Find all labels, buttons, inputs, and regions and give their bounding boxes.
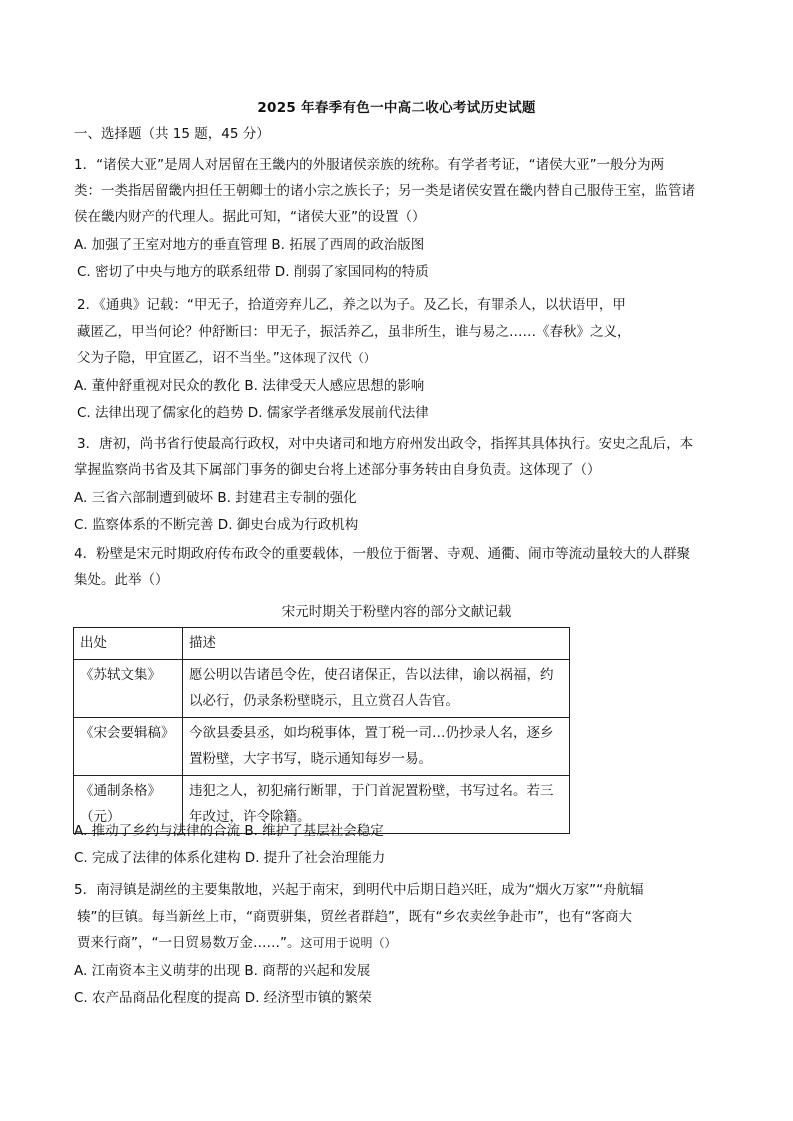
- q5-stem-line1: 5．南浔镇是湖丝的主要集散地，兴起于南宋，到明代中后期日趋兴旺，成为“烟火万家”“舟航辐: [74, 882, 644, 898]
- exam-title: 2025 年春季有色一中高二收心考试历史试题: [257, 100, 536, 116]
- q5-stem-line2: 辏”的巨镇。每当新丝上市，“商贾骈集，贸丝者群趋”，既有“乡农卖丝争赴市”，也有“客商大: [77, 909, 632, 925]
- table-caption: 宋元时期关于粉壁内容的部分文献记载: [281, 604, 512, 620]
- q2-question: 这体现了汉代（）: [279, 351, 376, 365]
- q1-stem-line3: 侯在畿内财产的代理人。据此可知，“诸侯大亚”的设置（）: [74, 209, 426, 225]
- table-row: [74, 717, 570, 775]
- q3-stem-line1: 3．唐初，尚书省行使最高行政权，对中央诸司和地方府州发出政令，指挥其具体执行。安史之乱后，本: [77, 436, 694, 452]
- table-header-source: 出处: [74, 628, 183, 660]
- q1-options-ab: A. 加强了王室对地方的垂直管理 B. 拓展了西周的政治版图: [74, 237, 425, 253]
- table-header-row: [74, 628, 570, 660]
- q2-options-cd: C. 法律出现了儒家化的趋势 D. 儒家学者继承发展前代法律: [77, 405, 429, 421]
- q1-stem-line1: 1．“诸侯大亚”是周人对居留在王畿内的外服诸侯亲族的统称。有学者考证，“诸侯大亚”一般分为两: [74, 157, 665, 173]
- section-heading: 一、选择题（共 15 题，45 分）: [74, 126, 270, 142]
- q5-stem-line3: [77, 930, 723, 957]
- q5-options-ab: A. 江南资本主义萌芽的出现 B. 商帮的兴起和发展: [74, 963, 371, 979]
- q5-options-cd: C. 农产品商品化程度的提高 D. 经济型市镇的繁荣: [74, 990, 372, 1006]
- table-cell-source: 《通制条格》（元）: [74, 775, 183, 833]
- source-table: [73, 627, 570, 834]
- q4-options-ab: A. 推动了乡约与法律的合流 B. 维护了基层社会稳定: [74, 823, 384, 839]
- q2-quote-end: 父为子隐，甲宜匿乙，诏不当坐。”: [77, 350, 280, 366]
- q2-stem-line2: 藏匿乙，甲当何论？仲舒断曰：甲无子，振活养乙，虽非所生，谁与易之……《春秋》之义，: [77, 324, 631, 340]
- table-cell-description: 愿公明以告诸邑令佐，使召诸保正，告以法律，谕以祸福，约以必行，仍录条粉壁晓示，且立赏召人告官。: [183, 659, 570, 717]
- q3-stem-line2: 掌握监察尚书省及其下属部门事务的御史台将上述部分事务转由自身负责。这体现了（）: [74, 462, 601, 478]
- q4-options-cd: C. 完成了法律的体系化建构 D. 提升了社会治理能力: [74, 850, 386, 866]
- table-header-description: 描述: [183, 628, 570, 660]
- q1-stem-line2: 类：一类指居留畿内担任王朝卿士的诸小宗之族长子；另一类是诸侯安置在畿内替自己服侍王室，监管诸: [74, 183, 695, 199]
- q4-stem-line2: 集处。此举（）: [74, 572, 169, 588]
- q1-options-cd: C. 密切了中央与地方的联系纽带 D. 削弱了家国同构的特质: [77, 264, 429, 280]
- q2-options-ab: A. 董仲舒重视对民众的教化 B. 法律受天人感应思想的影响: [74, 378, 425, 394]
- table-row: [74, 659, 570, 717]
- q4-stem-line1: 4．粉壁是宋元时期政府传布政令的重要载体，一般位于衙署、寺观、通衢、闹市等流动量较大的人群聚: [74, 546, 691, 562]
- q2-stem-line1: 2．《通典》记载：“甲无子，拾道旁弃儿乙，养之以为子。及乙长，有罪杀人，以状语甲，甲: [77, 297, 626, 313]
- q3-options-ab: A. 三省六部制遭到破坏 B. 封建君主专制的强化: [74, 490, 357, 506]
- q2-stem-line3: [77, 345, 723, 372]
- table-cell-source: 《宋会要辑稿》: [74, 717, 183, 775]
- q5-quote-end: 贾来行商”，“一日贸易数万金……”。: [77, 935, 301, 951]
- table-cell-description: 今欲县委县丞，如均税事体，置丁税一司…仍抄录人名，逐乡置粉壁，大字书写，晓示通知每岁一易。: [183, 717, 570, 775]
- table-cell-source: 《苏轼文集》: [74, 659, 183, 717]
- table-cell-description: 违犯之人，初犯痛行断罪，于门首泥置粉壁，书写过名。若三年改过，许令除籍。: [183, 775, 570, 833]
- q5-question: 这可用于说明（）: [300, 936, 397, 950]
- q3-options-cd: C. 监察体系的不断完善 D. 御史台成为行政机构: [74, 517, 359, 533]
